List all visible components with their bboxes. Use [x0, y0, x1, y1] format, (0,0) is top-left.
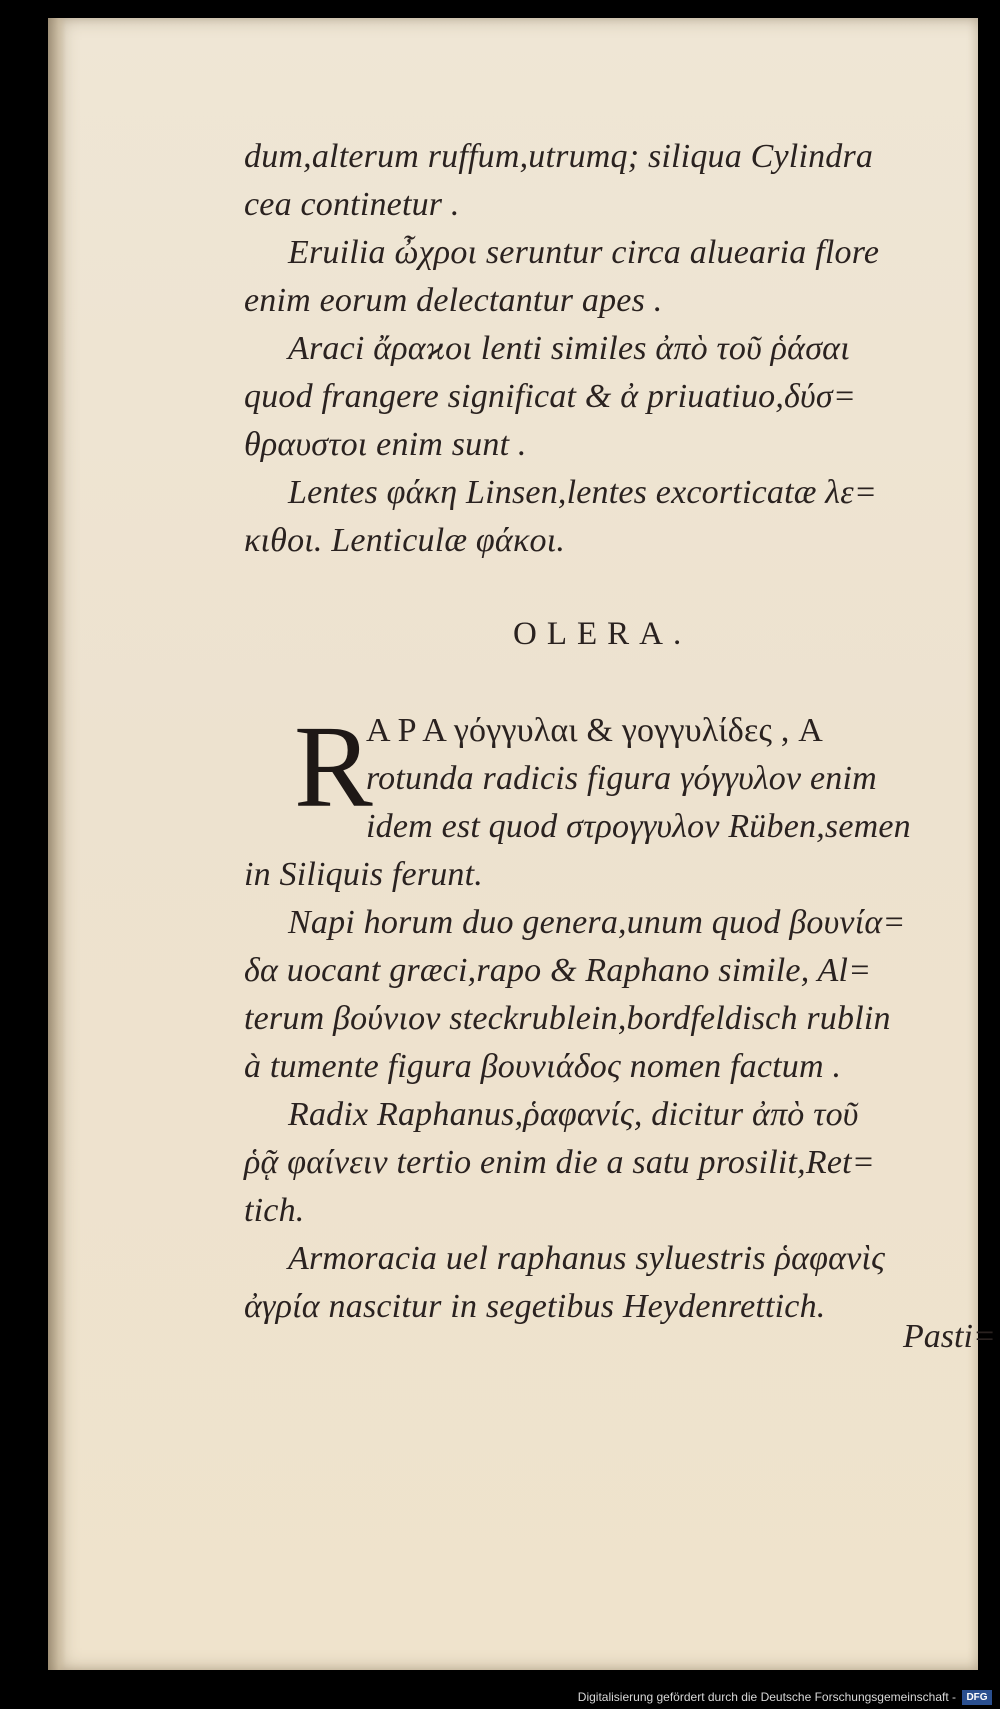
text-line: terum βούνιον steckrublein,bordfeldisch rublin [244, 1000, 891, 1037]
text-line: dum,alterum ruffum,utrumq; siliqua Cylindra [244, 138, 874, 175]
text-line: enim eorum delectantur apes . [244, 282, 663, 319]
section-heading: OLERA. [513, 616, 692, 652]
text-line: Napi horum duo genera,unum quod βουνία= [288, 904, 906, 941]
text-line: in Siliquis ferunt. [244, 856, 483, 893]
text-line: à tumente figura βουνιάδος nomen factum . [244, 1048, 842, 1085]
text-line: quod frangere significat & ἀ priuatiuo,δύσ= [244, 378, 856, 415]
footer-text: Digitalisierung gefördert durch die Deutsche Forschungsgemeinschaft - [577, 1690, 956, 1704]
text-line: ἀγρία nascitur in segetibus Heydenrettich. [244, 1288, 826, 1325]
text-line: Armoracia uel raphanus syluestris ῥαφανὶς [288, 1240, 886, 1277]
text-line: δα uocant græci,rapo & Raphano simile, Al= [244, 952, 872, 989]
text-line: Lentes φάκη Linsen,lentes excorticatæ λε= [288, 474, 877, 511]
text-line: cea continetur . [244, 186, 460, 223]
text-line: A P A γόγγυλαι & γογγυλίδες , A [366, 712, 823, 749]
dfg-logo: DFG [962, 1690, 992, 1705]
book-page [48, 18, 996, 1670]
text-line: θραυστοι enim sunt . [244, 426, 527, 463]
text-line: Radix Raphanus,ῥαφανίς, dicitur ἀπὸ τοῦ [288, 1096, 859, 1133]
catchword: Pasti= [903, 1318, 996, 1355]
text-line: Araci ἄραϰοι lenti similes ἀπὸ τοῦ ῥάσαι [288, 330, 850, 367]
drop-cap: R [294, 701, 373, 832]
footer-bar [0, 1683, 1000, 1709]
text-line: idem est quod στρογγυλον Rüben,semen [366, 808, 911, 845]
text-line: tich. [244, 1192, 305, 1229]
text-line: rotunda radicis figura γόγγυλον enim [366, 760, 877, 797]
text-line: Eruilia ὦχροι seruntur circa aluearia flore [288, 234, 880, 271]
text-line: κιθοι. Lenticulæ φάκοι. [244, 522, 566, 559]
text-line: ῥᾷ φαίνειν tertio enim die a satu prosilit,Ret= [244, 1144, 875, 1181]
